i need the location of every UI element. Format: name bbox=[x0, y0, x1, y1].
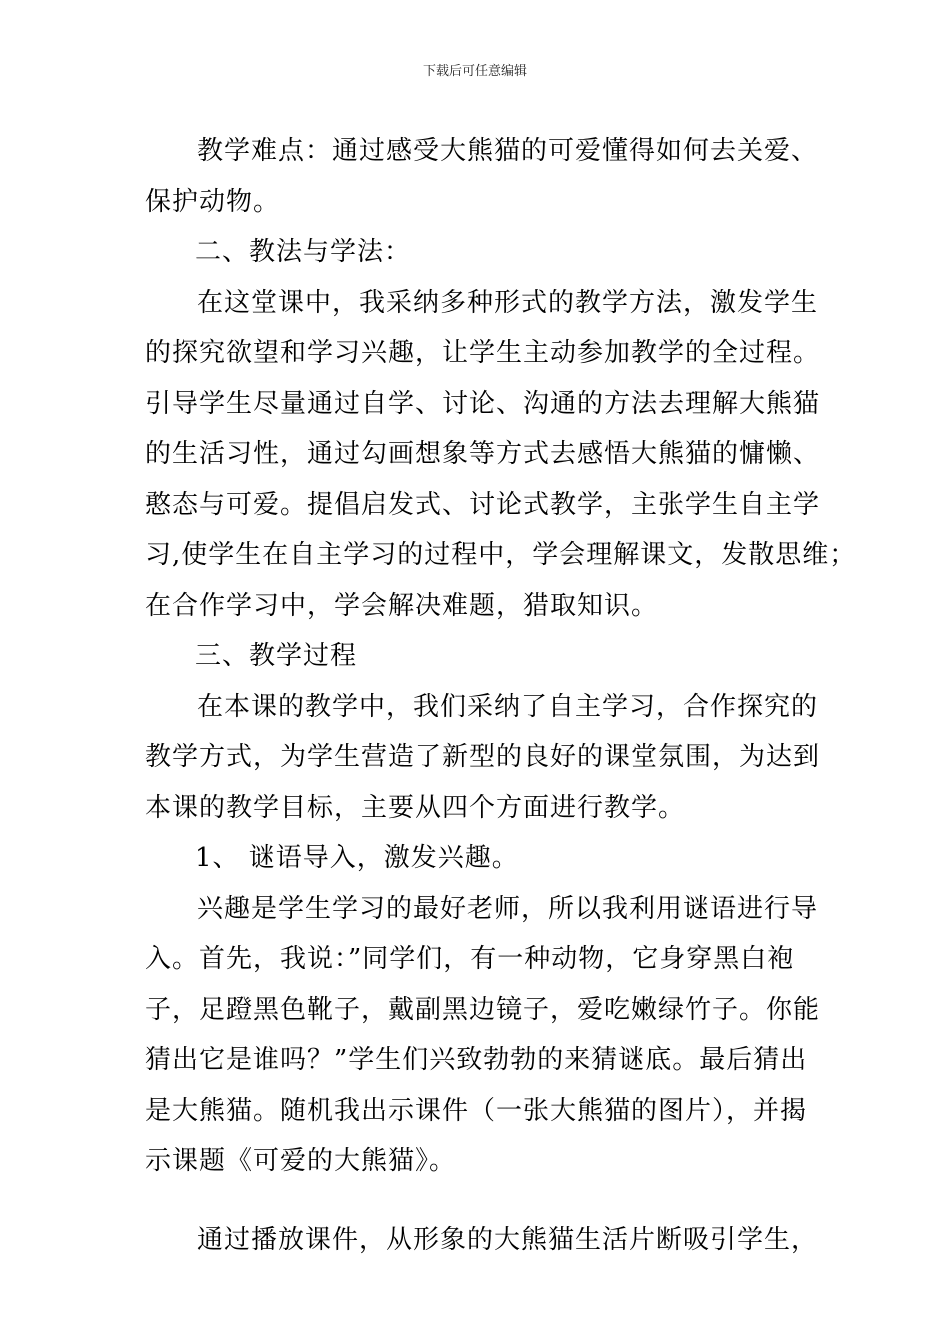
document-body bbox=[145, 126, 857, 1265]
paragraph-line: 在本课的教学中，我们采纳了自主学习，合作探究的 bbox=[197, 691, 819, 722]
paragraph-line: 习,使学生在自主学习的过程中，学会理解课文，发散思维； bbox=[145, 540, 857, 570]
paragraph-line: 的生活习性，通过勾画想象等方式去感悟大熊猫的慵懒、 bbox=[145, 439, 821, 469]
paragraph-line: 在合作学习中，学会解决难题，猎取知识。 bbox=[145, 590, 659, 621]
page-header: 下载后可任意编辑 bbox=[422, 64, 527, 79]
paragraph-line: 示课题《可爱的大熊猫》。 bbox=[145, 1146, 457, 1176]
paragraph-line: 保护动物。 bbox=[145, 186, 281, 217]
paragraph-line: 是大熊猫。随机我出示课件（一张大熊猫的图片），并揭 bbox=[145, 1095, 808, 1126]
paragraph-line: 通过播放课件，从形象的大熊猫生活片断吸引学生， bbox=[197, 1224, 819, 1255]
paragraph-line: 引导学生尽量通过自学、讨论、沟通的方法去理解大熊猫 bbox=[145, 388, 821, 419]
paragraph-line: 教学难点：通过感受大熊猫的可爱懂得如何去关爱、 bbox=[197, 136, 819, 166]
paragraph-line: 本课的教学目标，主要从四个方面进行教学。 bbox=[145, 792, 686, 823]
paragraph-line: 兴趣是学生学习的最好老师，所以我利用谜语进行导 bbox=[197, 893, 819, 924]
paragraph-line: 入。首先，我说：”同学们，有一种动物，它身穿黑白袍 bbox=[145, 944, 795, 974]
list-item-heading: 1、 谜语导入，激发兴趣。 bbox=[195, 843, 519, 873]
section-heading: 二、教法与学法： bbox=[195, 237, 412, 267]
paragraph-line: 子，足蹬黑色靴子，戴副黑边镜子，爱吃嫩绿竹子。你能 bbox=[145, 994, 821, 1025]
paragraph-line: 猜出它是谁吗？”学生们兴致勃勃的来猜谜底。最后猜出 bbox=[145, 1045, 808, 1075]
section-heading: 三、教学过程 bbox=[195, 641, 358, 671]
paragraph-gap bbox=[145, 1187, 825, 1215]
paragraph-line: 教学方式，为学生营造了新型的良好的课堂氛围，为达到 bbox=[145, 742, 821, 772]
paragraph-line: 的探究欲望和学习兴趣，让学生主动参加教学的全过程。 bbox=[145, 338, 821, 368]
paragraph-line: 憨态与可爱。提倡启发式、讨论式教学，主张学生自主学 bbox=[145, 489, 821, 520]
paragraph-line: 在这堂课中，我采纳多种形式的教学方法，激发学生 bbox=[197, 287, 819, 318]
